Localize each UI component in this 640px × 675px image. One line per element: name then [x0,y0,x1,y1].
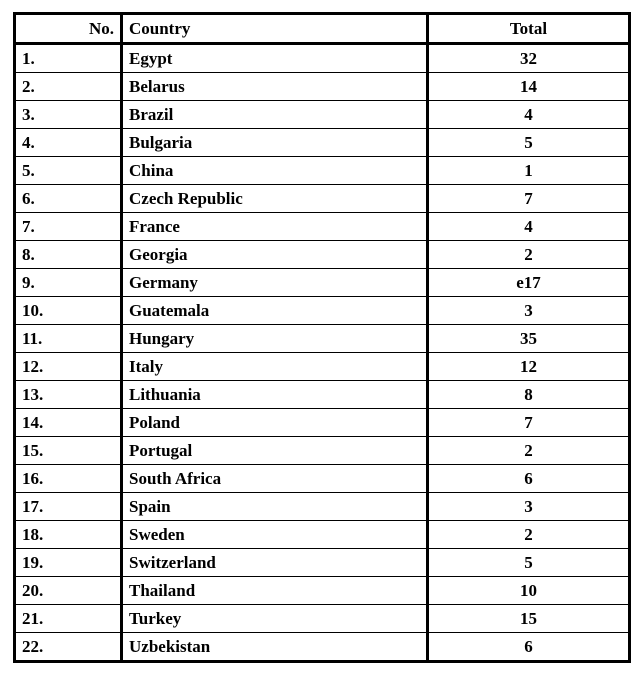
table-row [15,44,630,73]
row-number: 3. [15,101,122,129]
total-value: 2 [428,241,630,269]
row-number: 6. [15,185,122,213]
total-value: 8 [428,381,630,409]
table-row [15,185,630,213]
total-value: 4 [428,213,630,241]
total-value: 2 [428,521,630,549]
total-value: 12 [428,353,630,381]
row-number: 11. [15,325,122,353]
country-name: Germany [122,269,428,297]
header-country: Country [122,14,428,44]
table-row [15,409,630,437]
total-value: 1 [428,157,630,185]
total-value: 4 [428,101,630,129]
total-value: 6 [428,633,630,662]
total-value: 7 [428,409,630,437]
row-number: 2. [15,73,122,101]
country-name: Lithuania [122,381,428,409]
table-row [15,577,630,605]
country-name: Czech Republic [122,185,428,213]
table-row [15,493,630,521]
total-value: 32 [428,44,630,73]
total-value: e17 [428,269,630,297]
row-number: 10. [15,297,122,325]
table-row [15,325,630,353]
row-number: 17. [15,493,122,521]
country-name: Georgia [122,241,428,269]
row-number: 16. [15,465,122,493]
country-name: Poland [122,409,428,437]
country-name: Hungary [122,325,428,353]
table-row [15,297,630,325]
country-name: Bulgaria [122,129,428,157]
total-value: 3 [428,493,630,521]
total-value: 15 [428,605,630,633]
table-row [15,437,630,465]
country-name: Turkey [122,605,428,633]
table-body [15,44,630,662]
total-value: 3 [428,297,630,325]
total-value: 5 [428,129,630,157]
table-row [15,605,630,633]
country-name: Sweden [122,521,428,549]
country-name: Thailand [122,577,428,605]
table-row [15,633,630,662]
row-number: 8. [15,241,122,269]
table-row [15,381,630,409]
row-number: 14. [15,409,122,437]
table-row [15,353,630,381]
total-value: 6 [428,465,630,493]
country-name: South Africa [122,465,428,493]
table-row [15,101,630,129]
row-number: 20. [15,577,122,605]
country-name: Spain [122,493,428,521]
table-row [15,73,630,101]
country-name: China [122,157,428,185]
row-number: 21. [15,605,122,633]
country-name: France [122,213,428,241]
row-number: 18. [15,521,122,549]
header-no: No. [15,14,122,44]
total-value: 14 [428,73,630,101]
total-value: 7 [428,185,630,213]
country-name: Egypt [122,44,428,73]
country-name: Guatemala [122,297,428,325]
row-number: 19. [15,549,122,577]
country-totals-table [13,12,631,663]
table-row [15,549,630,577]
row-number: 9. [15,269,122,297]
table-row [15,241,630,269]
row-number: 15. [15,437,122,465]
table-row [15,129,630,157]
table-row [15,269,630,297]
total-value: 10 [428,577,630,605]
table-row [15,213,630,241]
table-row [15,521,630,549]
row-number: 22. [15,633,122,662]
country-name: Brazil [122,101,428,129]
country-name: Uzbekistan [122,633,428,662]
row-number: 7. [15,213,122,241]
total-value: 35 [428,325,630,353]
row-number: 1. [15,44,122,73]
row-number: 4. [15,129,122,157]
country-name: Belarus [122,73,428,101]
country-name: Portugal [122,437,428,465]
row-number: 12. [15,353,122,381]
total-value: 5 [428,549,630,577]
header-total: Total [428,14,630,44]
country-name: Switzerland [122,549,428,577]
table-row [15,465,630,493]
table-header [15,14,630,44]
total-value: 2 [428,437,630,465]
row-number: 5. [15,157,122,185]
header-row [15,14,630,44]
country-name: Italy [122,353,428,381]
row-number: 13. [15,381,122,409]
table-row [15,157,630,185]
